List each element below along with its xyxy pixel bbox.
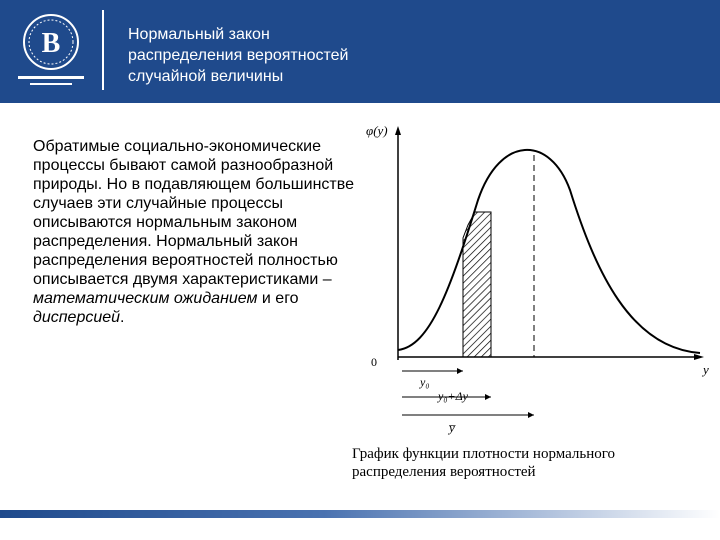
y-axis-label: φ(y) bbox=[366, 123, 388, 138]
x-axis-arrow bbox=[694, 354, 704, 360]
density-curve bbox=[398, 150, 700, 353]
header-divider bbox=[102, 10, 104, 90]
term-expectation: математическим ожиданием bbox=[33, 290, 258, 307]
slide-title: Нормальный закон распределения вероятностей случайной величины bbox=[128, 26, 349, 85]
y0-arrow bbox=[457, 368, 463, 374]
body-text-part-1: Обратимые социально-экономические процессы бывают самой разнообразной природы. Но в подавляющем большинстве случаев эти случайные процессы описываются нормальным законом распределения. Нормальный закон распределения вероятностей полностью описывается двумя характеристиками – bbox=[33, 138, 354, 288]
header-bar bbox=[0, 0, 720, 103]
footer-bar bbox=[0, 510, 720, 518]
body-text-part-3: . bbox=[120, 309, 125, 326]
ybar-label: y̅ bbox=[449, 420, 455, 435]
origin-label: 0 bbox=[371, 355, 377, 369]
university-logo-icon bbox=[10, 8, 92, 93]
logo-letter: В bbox=[41, 28, 61, 59]
term-variance: дисперсией bbox=[33, 309, 121, 326]
y-axis-arrow bbox=[395, 126, 401, 135]
x-axis-label: y bbox=[703, 362, 709, 377]
normal-density-diagram bbox=[360, 110, 720, 440]
y0-dy-arrow bbox=[485, 394, 491, 400]
body-text-part-2: и его bbox=[257, 290, 299, 307]
diagram-caption: График функции плотности нормального распределения вероятностей bbox=[352, 446, 616, 480]
body-paragraph bbox=[33, 137, 378, 327]
ybar-arrow bbox=[528, 412, 534, 418]
y0-dy-label: y₀+Δy bbox=[438, 389, 468, 403]
y0-label: y₀ bbox=[420, 375, 430, 389]
